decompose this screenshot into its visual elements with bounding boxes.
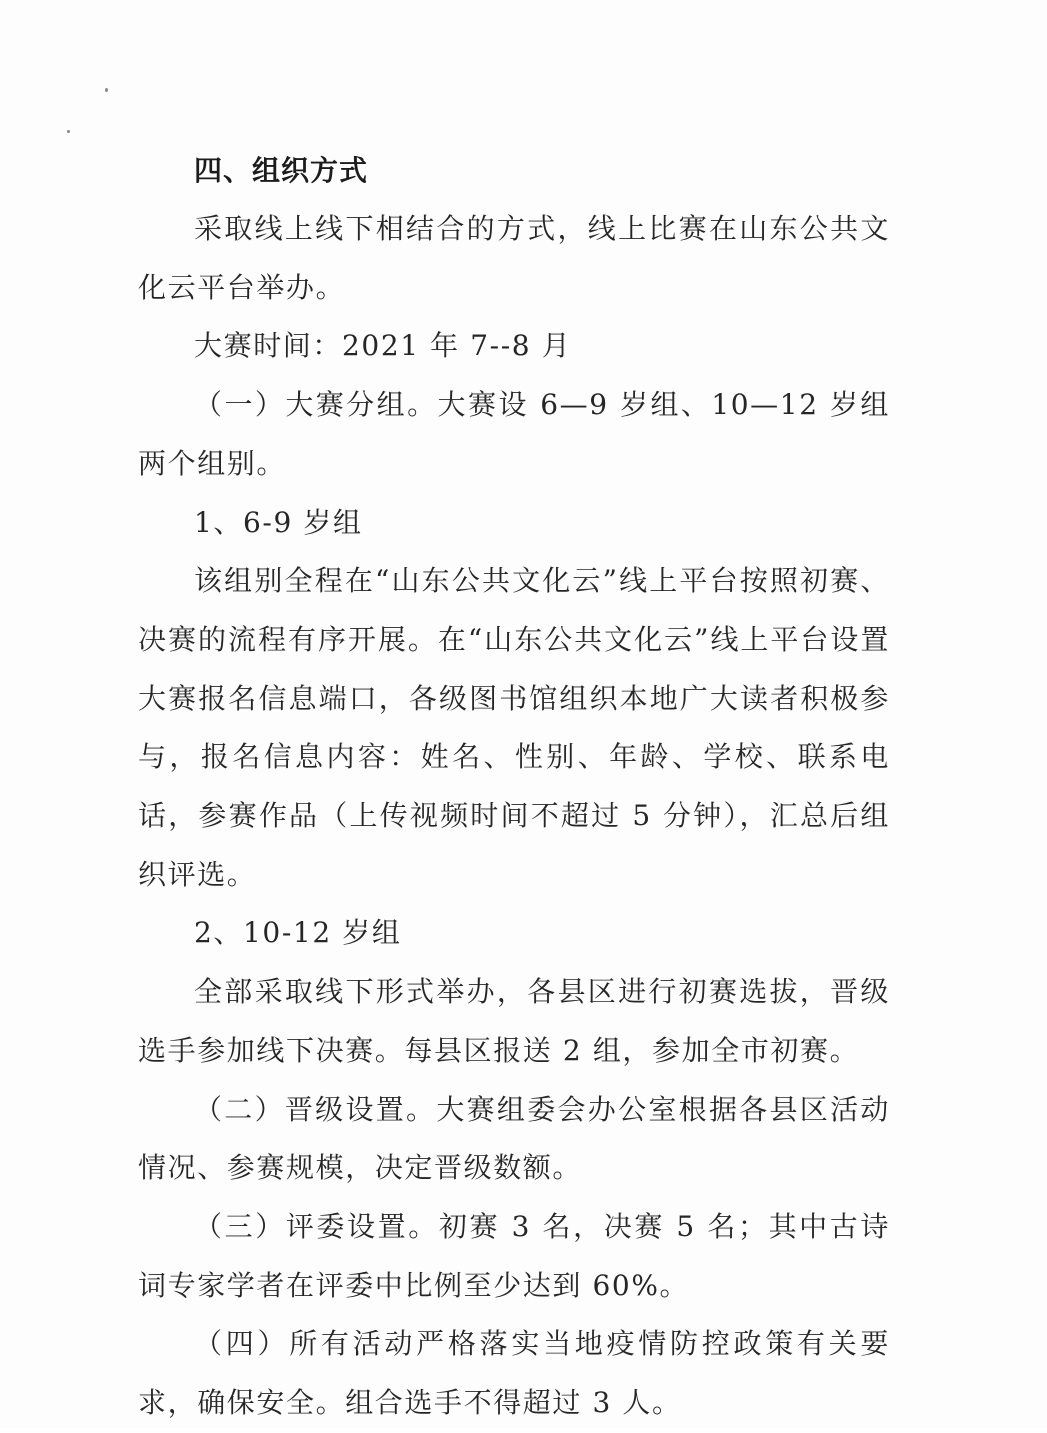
section-heading: 四、组织方式	[194, 154, 369, 187]
paragraph-promotion-settings: （二）晋级设置。大赛组委会办公室根据各县区活动情况、参赛规模，决定晋级数额。	[138, 1092, 890, 1185]
paragraph-contest-time: 大赛时间：2021 年 7--8 月	[194, 329, 572, 363]
paragraph-judge-settings: （三）评委设置。初赛 3 名，决赛 5 名；其中古诗词专家学者在评委中比例至少达到 60%。	[138, 1209, 890, 1302]
document-body	[138, 142, 890, 1433]
paragraph-organization-method: 采取线上线下相结合的方式，线上比赛在山东公共文化云平台举办。	[138, 212, 890, 304]
scan-speck	[105, 88, 108, 92]
paragraph-group-6-9-details: 该组别全程在“山东公共文化云”线上平台按照初赛、决赛的流程有序开展。在“山东公共文化云”线上平台设置大赛报名信息端口，各级图书馆组织本地广大读者积极参与，报名信息内容：姓名、性别、年龄、学校、联系电话，参赛作品（上传视频时间不超过 5 分钟），汇总后组织评选。	[138, 564, 890, 891]
scan-speck	[67, 130, 70, 133]
paragraph-group-10-12-details: 全部采取线下形式举办，各县区进行初赛选拔，晋级选手参加线下决赛。每县区报送 2 组，参加全市初赛。	[138, 975, 890, 1067]
paragraph-safety-requirements: （四）所有活动严格落实当地疫情防控政策有关要求，确保安全。组合选手不得超过 3 人。	[138, 1327, 890, 1420]
paragraph-group-6-9-title: 1、6-9 岁组	[194, 505, 363, 539]
paragraph-contest-groups: （一）大赛分组。大赛设 6—9 岁组、10—12 岁组两个组别。	[138, 388, 890, 480]
paragraph-group-10-12-title: 2、10-12 岁组	[194, 916, 402, 950]
